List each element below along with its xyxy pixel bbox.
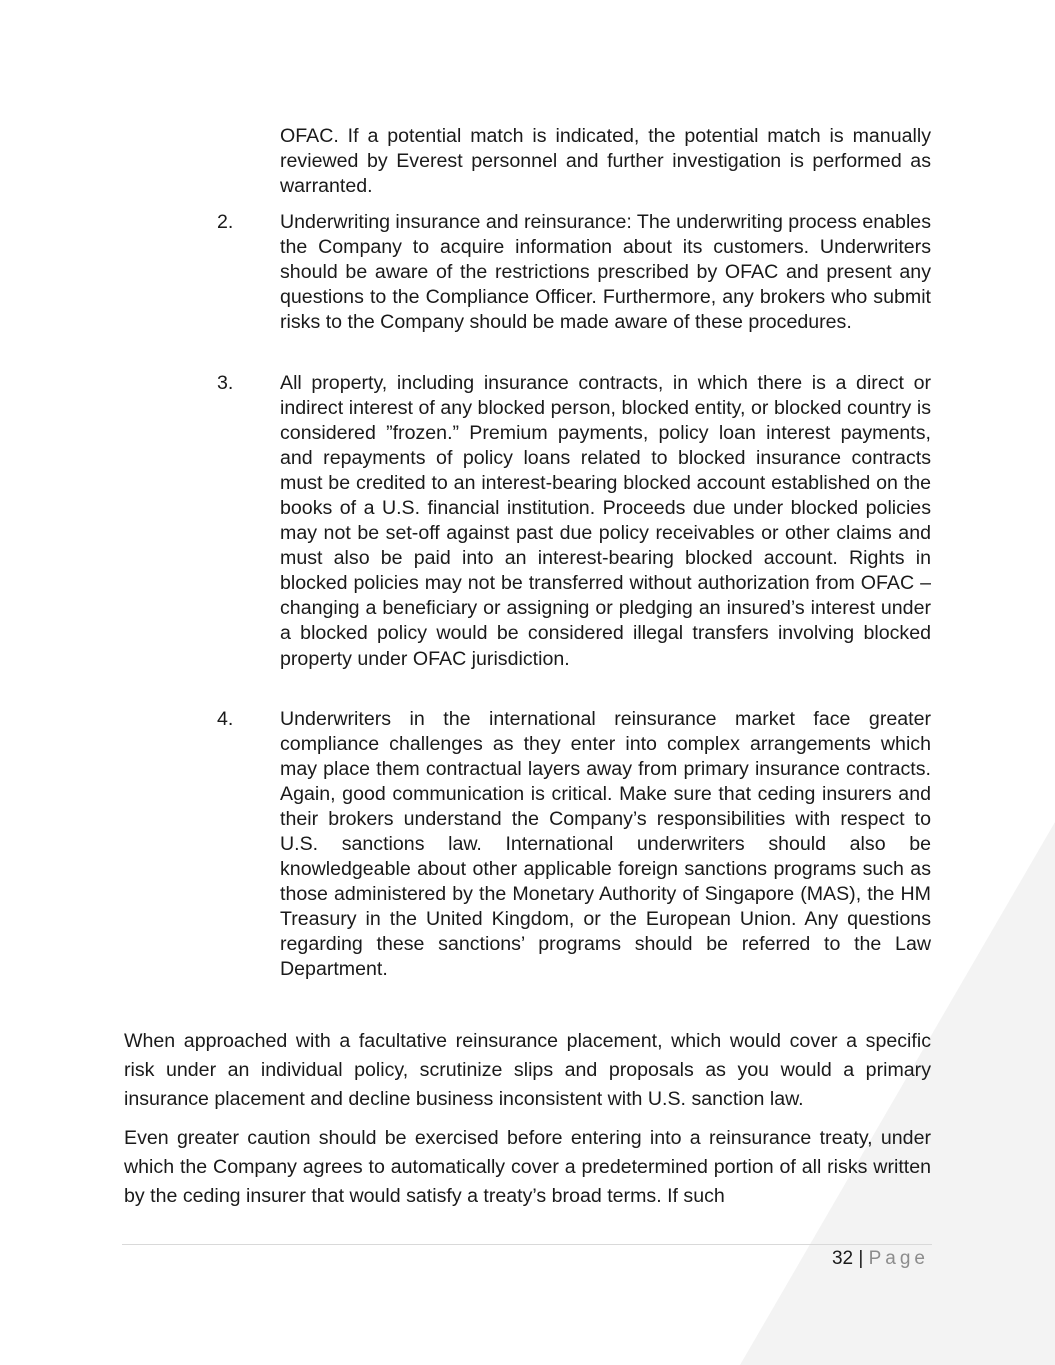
list-item-number: 2. (217, 211, 234, 233)
list-item-text: Underwriting insurance and reinsurance: The underwriting process enables the Company to acquire information about its customers. Underwriters should be aware of the restrictions prescribed by OFAC and present any questions to the Compliance Officer. Furthermore, any brokers who submit risks to the Company should be made aware of these procedures. (280, 211, 931, 334)
body-paragraph-facultative: When approached with a facultative reinsurance placement, which would cover a specific risk under an individual policy, scrutinize slips and proposals as you would a primary insurance placement and decline business inconsistent with U.S. sanction law. (124, 1030, 931, 1110)
page-label: Page (868, 1248, 929, 1269)
footer-divider (122, 1244, 932, 1245)
page-footer (832, 1246, 929, 1272)
page-number: 32 (831, 1248, 854, 1269)
list-item-number: 3. (217, 372, 234, 394)
list-item-text: All property, including insurance contracts, in which there is a direct or indirect interest of any blocked person, blocked entity, or blocked country is considered ”frozen.” Premium payments, policy loan interest payments, and repayments of policy loans related to blocked insurance contracts must be credited to an interest-bearing blocked account established on the books of a U.S. financial institution. Proceeds due under blocked policies may not be set-off against past due policy receivables or other claims and must also be paid into an interest-bearing blocked account. Rights in blocked policies may not be transferred without authorization from OFAC – changing a beneficiary or assigning or pledging an insured’s interest under a blocked policy would be considered illegal transfers involving blocked property under OFAC jurisdiction. (280, 372, 931, 670)
list-item-number: 4. (217, 708, 234, 730)
footer-separator: | (858, 1248, 864, 1269)
body-paragraph-treaty: Even greater caution should be exercised before entering into a reinsurance treaty, under which the Company agrees to automatically cover a predetermined portion of all risks written by the ceding insurer that would satisfy a treaty’s broad terms. If such (124, 1127, 931, 1207)
list-item-text: Underwriters in the international reinsurance market face greater compliance challenges as they enter into complex arrangements which may place them contractual layers away from primary insurance contracts. Again, good communication is critical. Make sure that ceding insurers and their brokers understand the Company’s responsibilities with respect to U.S. sanctions law. International underwriters should also be knowledgeable about other applicable foreign sanctions programs such as those administered by the Monetary Authority of Singapore (MAS), the HM Treasury in the United Kingdom, or the European Union. Any questions regarding these sanctions’ programs should be referred to the Law Department. (280, 708, 931, 981)
list-item-continuation: OFAC. If a potential match is indicated, the potential match is manually reviewed by Everest personnel and further investigation is performed as warranted. (280, 125, 931, 198)
